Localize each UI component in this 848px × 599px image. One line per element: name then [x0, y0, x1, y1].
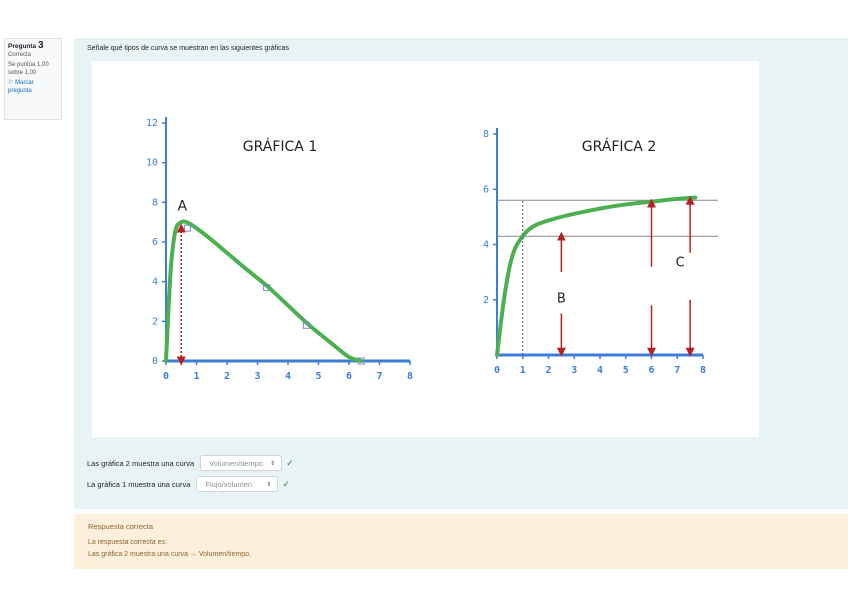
question-text: Señale qué tipos de curva se muestran en las siguientes gráficas: [87, 45, 289, 52]
x-tick-label: 5: [315, 371, 322, 382]
select-caret-icon: ⇕: [266, 481, 272, 488]
feedback-line-2: Las gráfica 2 muestra una curva → Volumen/tiempo,: [88, 551, 252, 558]
question-figure: [92, 61, 759, 437]
chart-title: GRÁFICA 1: [242, 139, 318, 155]
select-caret-icon: ⇕: [270, 460, 276, 467]
x-tick-label: 4: [284, 371, 292, 382]
feedback-title: Respuesta correcta: [88, 522, 154, 531]
y-tick-label: 2: [151, 316, 158, 328]
answer-select-2[interactable]: [196, 476, 278, 492]
x-tick-label: 4: [596, 365, 604, 376]
question-number: [8, 42, 58, 51]
annotation-c: C: [675, 255, 685, 271]
y-tick-label: 6: [482, 184, 489, 196]
answer-label-2: La gráfica 1 muestra una curva: [87, 479, 191, 489]
question-state: Correcta: [8, 52, 32, 58]
x-tick-label: 5: [622, 365, 629, 376]
y-tick-label: 8: [482, 129, 489, 140]
answer-select-1[interactable]: [200, 455, 282, 471]
question-word: Pregunta: [8, 43, 37, 50]
x-tick-label: 8: [406, 371, 414, 382]
chart-2: [483, 128, 718, 376]
answer-row-2: [87, 476, 290, 492]
answer-row-1: [87, 455, 294, 471]
chart-title: GRÁFICA 2: [581, 139, 657, 155]
charts-svg: [92, 61, 759, 437]
x-tick-label: 6: [648, 365, 655, 376]
question-grade: Se puntúa 1,00 sobre 1,00: [8, 62, 49, 76]
y-tick-label: 8: [151, 197, 158, 209]
annotation-a: A: [177, 198, 188, 215]
data-curve: [497, 198, 695, 355]
x-tick-label: 1: [193, 371, 200, 382]
x-tick-label: 3: [254, 371, 261, 382]
flag-label: Marcar pregunta: [8, 80, 34, 94]
y-tick-label: 6: [151, 237, 158, 248]
y-tick-label: 10: [145, 157, 158, 169]
x-tick-label: 6: [345, 371, 353, 382]
y-tick-label: 2: [482, 294, 489, 306]
y-tick-label: 12: [145, 118, 158, 129]
x-tick-label: 7: [376, 371, 383, 382]
answer-select-2-value: Flujo/volumen: [205, 479, 253, 489]
correct-check-icon: ✓: [282, 478, 290, 489]
flag-question-link[interactable]: [8, 79, 58, 95]
feedback-line-1: La respuesta correcta es:: [88, 539, 167, 546]
y-tick-label: 4: [482, 239, 489, 251]
x-tick-label: 8: [699, 365, 707, 376]
x-tick-label: 2: [223, 371, 231, 382]
data-point-marker: [184, 225, 190, 231]
chart-1: [146, 117, 413, 382]
answer-select-1-value: Volumen/tiempo: [209, 458, 263, 468]
feedback-box: [74, 514, 848, 569]
x-tick-label: 2: [545, 365, 552, 376]
annotation-b: B: [556, 291, 566, 307]
y-tick-label: 4: [151, 276, 158, 288]
x-tick-label: 3: [571, 365, 578, 376]
y-tick-label: 0: [151, 356, 158, 367]
question-info-panel: [4, 38, 62, 120]
question-content: [74, 38, 848, 509]
x-tick-label: 0: [493, 365, 501, 376]
answer-label-1: Las gráfica 2 muestra una curva: [87, 458, 195, 468]
flag-icon: ⚐: [8, 80, 14, 86]
correct-check-icon: ✓: [286, 457, 294, 468]
question-number-value: 3: [37, 40, 44, 51]
x-tick-label: 0: [162, 371, 170, 382]
x-tick-label: 7: [674, 365, 681, 376]
x-tick-label: 1: [519, 365, 526, 376]
data-curve: [166, 221, 361, 361]
